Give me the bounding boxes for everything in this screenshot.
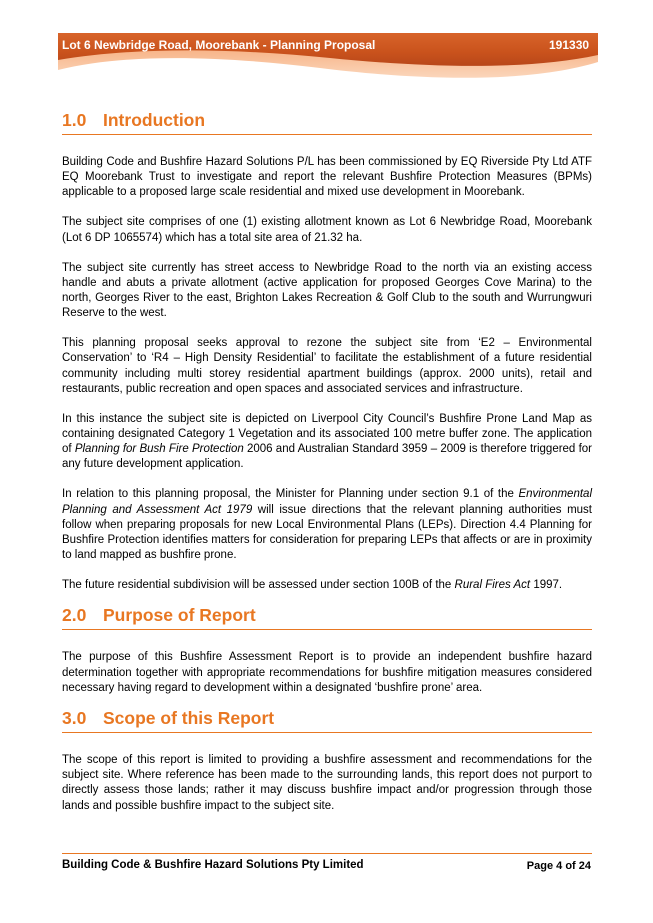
paragraph: The scope of this report is limited to providing a bushfire assessment and recommendations for the subject site. Where reference has been made to the surrounding lands, this report does not purport to directly assess those lands; rather it may discuss bushfire impact and/or progression through those lands and possible bushfire impact to the subject site. [62,754,592,812]
section-title: Introduction [103,110,206,130]
section-heading-scope [62,708,592,733]
paragraph: Building Code and Bushfire Hazard Solutions P/L has been commissioned by EQ Riverside Pty Ltd ATF EQ Moorebank Trust to investigate and report the relevant Bushfire Protection Measures (BPMs) applicable to a proposed large scale residential and mixed use development in Moorebank. [62,156,592,199]
paragraph: This planning proposal seeks approval to rezone the subject site from ‘E2 – Environmental Conservation’ to ‘R4 – High Density Residential’ to facilitate the establishment of a future residential community including multi storey residential apartment buildings (approx. 2000 units), retail and restaurants, public recreation and open spaces and associated services and infrastructure. [62,337,592,395]
paragraph: The subject site comprises of one (1) existing allotment known as Lot 6 Newbridge Road, Moorebank (Lot 6 DP 1065574) which has a total site area of 21.32 ha. [62,216,592,244]
italic-title: Planning for Bush Fire Protection [74,443,244,456]
footer-divider [62,853,592,854]
paragraph: In this instance the subject site is depicted on Liverpool City Council’s Bushfire Prone Land Map as containing designated Category 1 Vegetation and its associated 100 metre buffer zone. The application of Planning for Bush Fire Protection 2006 and Australian Standard 3959 – 2009 is therefore triggered for any future development application. [62,412,592,471]
section-heading-purpose [62,605,592,630]
section-number: 2.0 [62,605,87,626]
section-body-purpose [62,650,592,696]
italic-title: Environmental Planning and Assessment Act 1979 [62,488,592,516]
section-body-introduction [62,155,592,593]
section-number: 3.0 [62,708,87,729]
footer-company: Building Code & Bushfire Hazard Solutions Pty Limited [62,859,364,871]
paragraph: The subject site currently has street access to Newbridge Road to the north via an existing access handle and abuts a private allotment (active application for proposed Georges Cove Marina) to the north, Georges River to the east, Brighton Lakes Recreation & Golf Club to the south and Wurrungwuri Reserve to the west. [62,261,592,320]
section-title: Purpose of Report [103,605,256,626]
document-body [62,110,592,814]
section-title: Scope of this Report [103,708,275,729]
section-body-scope [62,753,592,814]
header-title: Lot 6 Newbridge Road, Moorebank - Planning Proposal [62,38,376,52]
paragraph: The future residential subdivision will be assessed under section 100B of the Rural Fires Act 1997. [62,579,563,592]
paragraph: The purpose of this Bushfire Assessment Report is to provide an independent bushfire hazard determination together with appropriate recommendations for bushfire mitigation measures considered necessary having regard to development within a designated ‘bushfire prone’ area. [62,651,592,694]
italic-title: Rural Fires Act [454,579,531,592]
section-heading-introduction [62,110,592,135]
page-header [0,0,653,90]
section-number: 1.0 [62,110,87,130]
paragraph: In relation to this planning proposal, the Minister for Planning under section 9.1 of the Environmental Planning and Assessment Act 1979 will issue directions that the relevant planning authorities must follow when preparing proposals for new Local Environmental Plans (LEPs). Direction 4.4 Planning for Bushfire Protection identifies matters for consideration for preparing LEPs that affects or are in proximity to land mapped as bushfire prone. [62,488,592,562]
header-doc-number: 191330 [549,38,590,52]
page-number: Page 4 of 24 [526,860,591,872]
